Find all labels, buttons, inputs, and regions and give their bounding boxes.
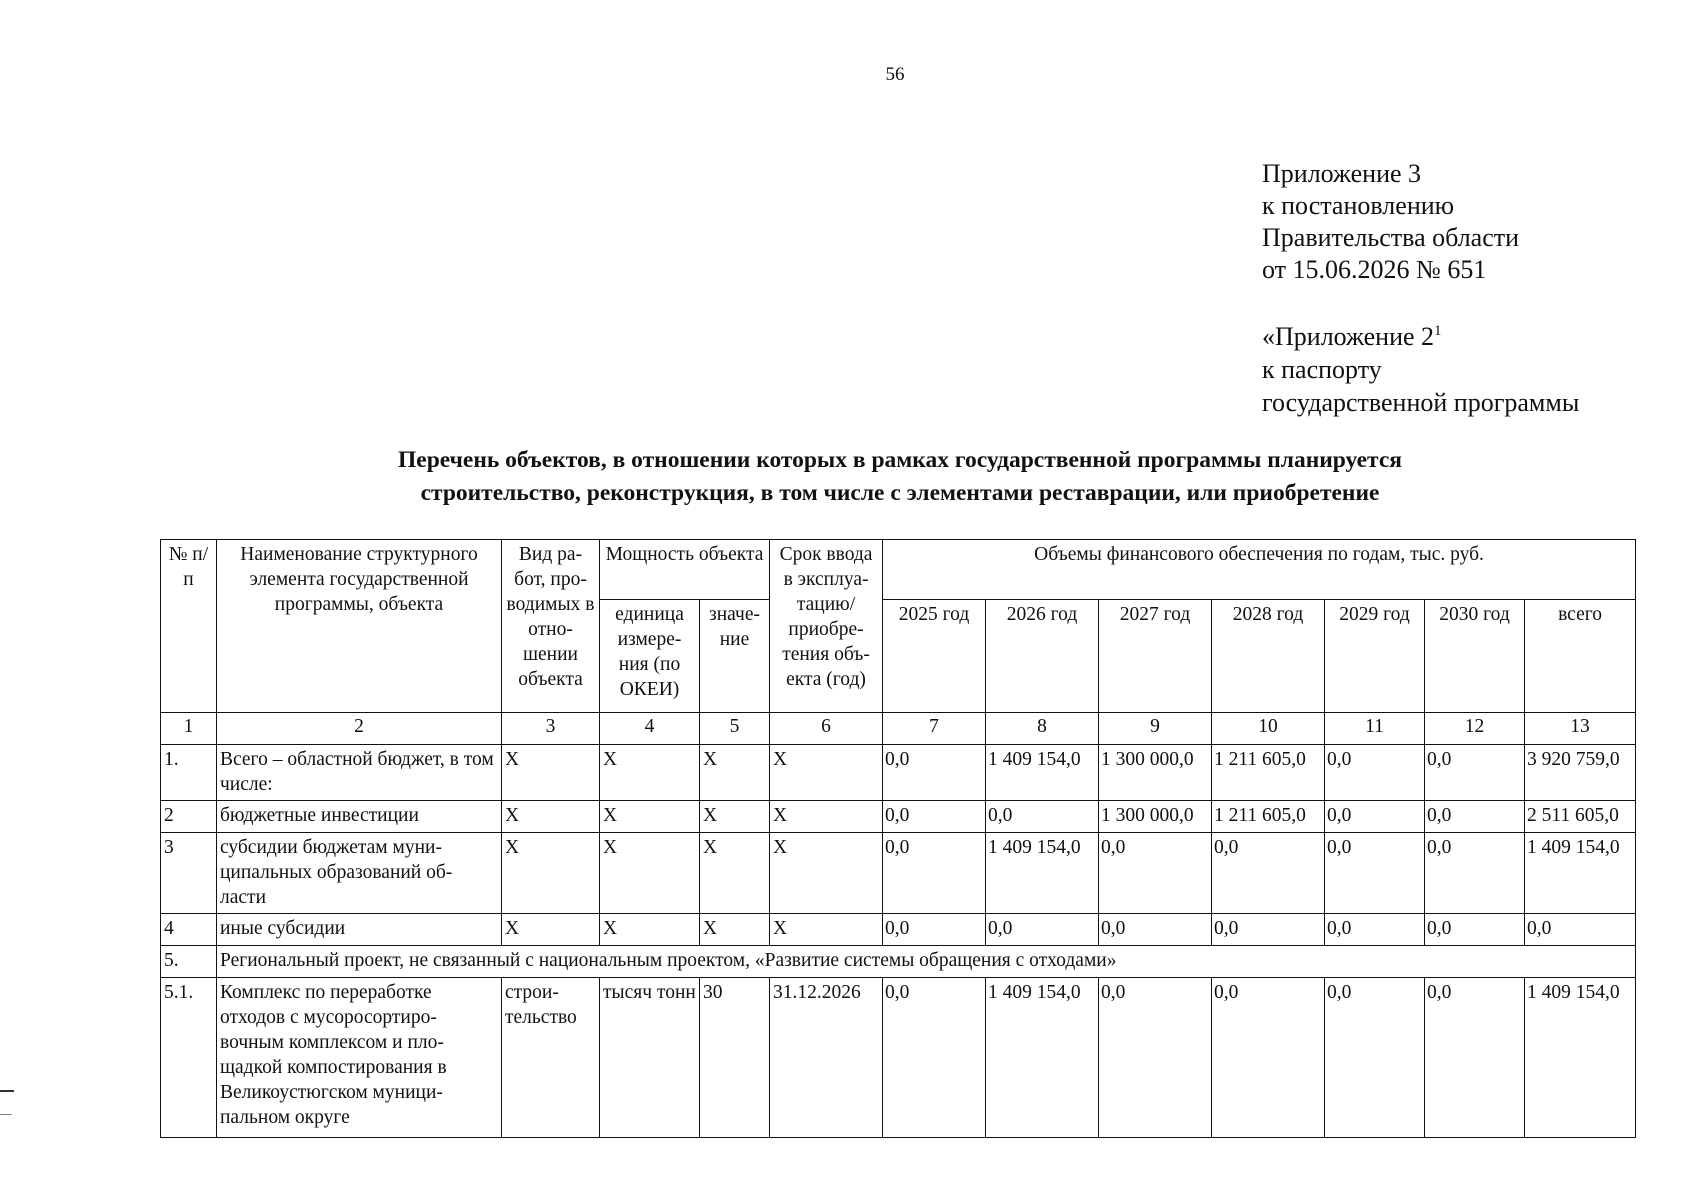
objects-table [160, 539, 1636, 1138]
row-deadline: X [770, 745, 883, 801]
row-2029: 0,0 [1325, 801, 1425, 833]
row-num: 3 [161, 833, 217, 914]
row-num: 4 [161, 914, 217, 946]
row-num: 5.1. [161, 978, 217, 1138]
header-work-type: Вид ра-бот, про-водимых в отно-шении объекта [502, 540, 600, 713]
row-total: 1 409 154,0 [1525, 978, 1636, 1138]
row-2030: 0,0 [1425, 745, 1525, 801]
appendix2-superscript: 1 [1434, 323, 1442, 339]
column-number: 13 [1525, 713, 1636, 745]
row-deadline: X [770, 801, 883, 833]
row-deadline: X [770, 914, 883, 946]
row-2025: 0,0 [883, 914, 986, 946]
header-capacity: Мощность объекта [600, 540, 770, 600]
header-year: 2026 год [986, 600, 1099, 713]
row-unit: X [600, 914, 700, 946]
header-year: 2029 год [1325, 600, 1425, 713]
appendix-header [1262, 158, 1519, 286]
row-2025: 0,0 [883, 978, 986, 1138]
row-unit: X [600, 833, 700, 914]
appendix2-line: к паспорту [1262, 355, 1382, 384]
row-work-type: X [502, 914, 600, 946]
row-work-type: X [502, 833, 600, 914]
row-name: Всего – областной бюджет, в том числе: [217, 745, 502, 801]
appendix2-line: государственной программы [1262, 388, 1580, 417]
row-2027: 1 300 000,0 [1099, 745, 1212, 801]
table-row [161, 833, 1636, 914]
page-number: 56 [885, 64, 905, 85]
header-unit: единица измере-ния (по ОКЕИ) [600, 600, 700, 713]
appendix-line: от 15.06.2026 № 651 [1262, 255, 1487, 284]
table-row [161, 914, 1636, 946]
row-total: 0,0 [1525, 914, 1636, 946]
header-year: 2025 год [883, 600, 986, 713]
header-num: № п/п [161, 540, 217, 713]
column-number: 9 [1099, 713, 1212, 745]
row-deadline: 31.12.2026 [770, 978, 883, 1138]
section-title: Региональный проект, не связанный с национальным проектом, «Развитие системы обращения с отходами» [217, 946, 1636, 978]
table-row [161, 978, 1636, 1138]
row-work-type: строи-тельство [502, 978, 600, 1138]
row-2026: 1 409 154,0 [986, 745, 1099, 801]
row-total: 2 511 605,0 [1525, 801, 1636, 833]
column-number: 10 [1212, 713, 1325, 745]
appendix2-line-text: «Приложение 2 [1262, 322, 1435, 351]
row-total: 1 409 154,0 [1525, 833, 1636, 914]
row-2028: 0,0 [1212, 914, 1325, 946]
row-value: X [700, 745, 770, 801]
row-2026: 1 409 154,0 [986, 978, 1099, 1138]
row-value: X [700, 801, 770, 833]
table-row [161, 801, 1636, 833]
table-header-row [161, 540, 1636, 600]
column-number: 1 [161, 713, 217, 745]
row-name: бюджетные инвестиции [217, 801, 502, 833]
row-num: 5. [161, 946, 217, 978]
column-number: 2 [217, 713, 502, 745]
column-number: 5 [700, 713, 770, 745]
row-unit: X [600, 745, 700, 801]
row-name: иные субсидии [217, 914, 502, 946]
row-2028: 0,0 [1212, 833, 1325, 914]
row-work-type: X [502, 745, 600, 801]
document-title-line: Перечень объектов, в отношении которых в рамках государственной программы планируется [398, 447, 1402, 473]
row-work-type: X [502, 801, 600, 833]
scan-margin-mark [0, 1090, 14, 1092]
header-year: 2027 год [1099, 600, 1212, 713]
header-funding: Объемы финансового обеспечения по годам, тыс. руб. [883, 540, 1636, 600]
row-2027: 0,0 [1099, 833, 1212, 914]
row-2028: 0,0 [1212, 978, 1325, 1138]
row-2030: 0,0 [1425, 914, 1525, 946]
header-total: всего [1525, 600, 1636, 713]
row-2029: 0,0 [1325, 833, 1425, 914]
row-value: X [700, 914, 770, 946]
row-2027: 0,0 [1099, 978, 1212, 1138]
row-value: X [700, 833, 770, 914]
row-deadline: X [770, 833, 883, 914]
document-title-line: строительство, реконструкция, в том числе с элементами реставрации, или приобретение [420, 480, 1380, 506]
row-2026: 0,0 [986, 914, 1099, 946]
column-number: 8 [986, 713, 1099, 745]
row-2028: 1 211 605,0 [1212, 801, 1325, 833]
column-numbers-row [161, 713, 1636, 745]
row-2026: 0,0 [986, 801, 1099, 833]
appendix-line: Правительства области [1262, 223, 1520, 252]
row-total: 3 920 759,0 [1525, 745, 1636, 801]
row-2027: 0,0 [1099, 914, 1212, 946]
row-2030: 0,0 [1425, 978, 1525, 1138]
row-value: 30 [700, 978, 770, 1138]
row-num: 1. [161, 745, 217, 801]
column-number: 4 [600, 713, 700, 745]
column-number: 11 [1325, 713, 1425, 745]
scan-margin-mark [0, 1114, 12, 1115]
appendix-line: Приложение 3 [1262, 159, 1422, 188]
column-number: 12 [1425, 713, 1525, 745]
row-name: Комплекс по переработке отходов с мусоросортиро-вочным комплексом и пло-щадкой компостирования в Великоустюгском муници-пальном округе [217, 978, 502, 1138]
row-2028: 1 211 605,0 [1212, 745, 1325, 801]
appendix-passport-header [1262, 320, 1579, 419]
row-2030: 0,0 [1425, 801, 1525, 833]
row-2027: 1 300 000,0 [1099, 801, 1212, 833]
row-2025: 0,0 [883, 833, 986, 914]
section-row [161, 946, 1636, 978]
row-2025: 0,0 [883, 745, 986, 801]
column-number: 3 [502, 713, 600, 745]
header-value: значе-ние [700, 600, 770, 713]
row-2030: 0,0 [1425, 833, 1525, 914]
header-year: 2030 год [1425, 600, 1525, 713]
header-name: Наименование структурного элемента государственной программы, объекта [217, 540, 502, 713]
row-2029: 0,0 [1325, 914, 1425, 946]
row-2025: 0,0 [883, 801, 986, 833]
header-year: 2028 год [1212, 600, 1325, 713]
row-2026: 1 409 154,0 [986, 833, 1099, 914]
header-deadline: Срок ввода в эксплуа-тацию/ приобре-тения объ-екта (год) [770, 540, 883, 713]
row-2029: 0,0 [1325, 978, 1425, 1138]
column-number: 7 [883, 713, 986, 745]
row-2029: 0,0 [1325, 745, 1425, 801]
row-num: 2 [161, 801, 217, 833]
row-unit: X [600, 801, 700, 833]
column-number: 6 [770, 713, 883, 745]
appendix2-line [1262, 320, 1579, 353]
row-unit: тысяч тонн [600, 978, 700, 1138]
row-name: субсидии бюджетам муни-ципальных образований об-ласти [217, 833, 502, 914]
appendix-line: к постановлению [1262, 191, 1455, 220]
document-title [250, 444, 1550, 510]
table-row [161, 745, 1636, 801]
